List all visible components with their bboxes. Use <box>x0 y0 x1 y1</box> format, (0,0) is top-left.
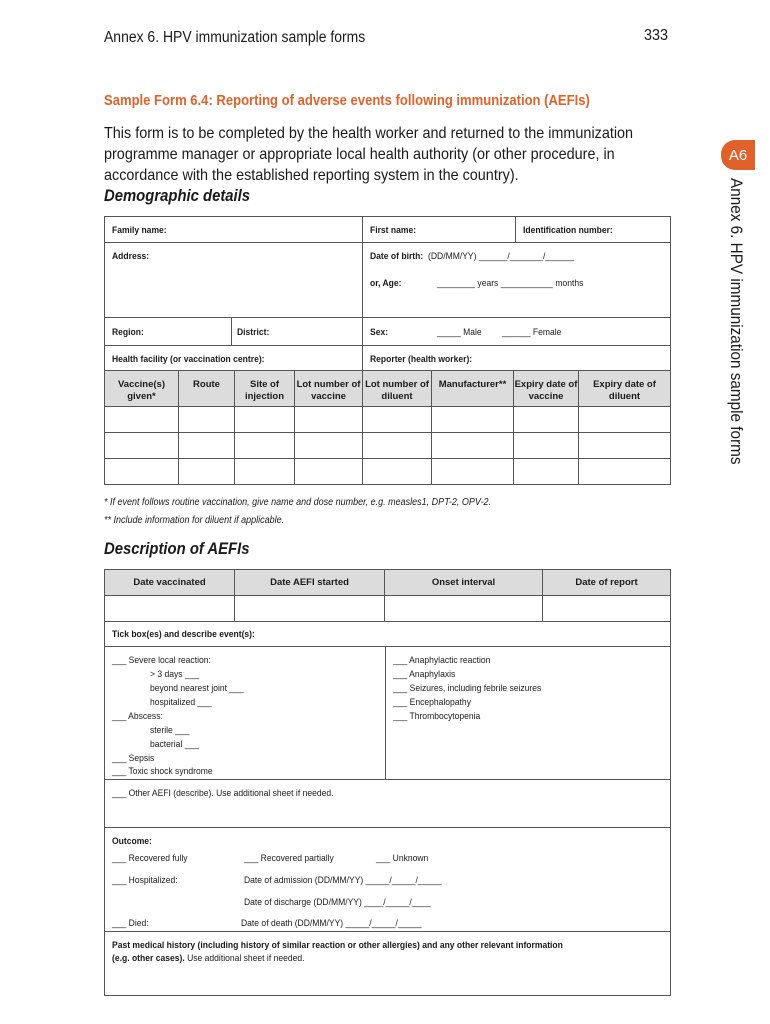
event-thrombocytopenia: ___ Thrombocytopenia <box>393 711 481 722</box>
footnote-1: * If event follows routine vaccination, give name and dose number, e.g. measles1, DPT-2, OPV-2. <box>104 497 492 508</box>
col-site-injection: Site of injection <box>244 379 285 402</box>
event-encephalopathy: ___ Encephalopathy <box>393 697 471 708</box>
outcome-admission-date: Date of admission (DD/MM/YY) _____/_____/_____ <box>244 875 442 886</box>
history-line2-bold: (e.g. other cases). <box>112 953 185 964</box>
event-anaphylaxis: ___ Anaphylaxis <box>393 669 456 680</box>
event-severe-local: ___ Severe local reaction: <box>112 655 211 666</box>
event-beyond-joint: beyond nearest joint ___ <box>150 683 244 694</box>
dob-format: (DD/MM/YY) ______/_______/______ <box>428 251 574 262</box>
aefi-heading: Description of AEFIs <box>104 540 250 558</box>
region-label: Region: <box>112 327 144 338</box>
event-sepsis: ___ Sepsis <box>112 753 155 764</box>
col-date-report: Date of report <box>575 577 638 588</box>
sex-female: ______ Female <box>502 327 562 338</box>
event-seizures: ___ Seizures, including febrile seizures <box>393 683 542 694</box>
sex-label: Sex: <box>370 327 389 338</box>
history-line2-rest: Use additional sheet if needed. <box>184 953 305 964</box>
col-date-vaccinated: Date vaccinated <box>133 577 206 588</box>
sex-male: _____ Male <box>437 327 482 338</box>
reporter-label: Reporter (health worker): <box>370 354 473 365</box>
age-label: or, Age: <box>370 278 402 289</box>
page-number: 333 <box>644 27 669 44</box>
age-value: ________ years ___________ months <box>437 278 584 289</box>
col-expiry-diluent: Expiry date of diluent <box>593 379 656 402</box>
col-lot-vaccine: Lot number of vaccine <box>296 379 361 402</box>
running-header-title: Annex 6. HPV immunization sample forms <box>104 29 366 46</box>
event-anaphylactic: ___ Anaphylactic reaction <box>393 655 491 666</box>
history-line2 <box>112 953 304 964</box>
event-3-days: > 3 days ___ <box>150 669 200 680</box>
col-manufacturer: Manufacturer** <box>438 379 507 390</box>
history-label: Past medical history (including history of similar reaction or other allergies) and any other relevant information <box>112 940 563 951</box>
outcome-hospitalized: ___ Hospitalized: <box>112 875 178 886</box>
outcome-died: ___ Died: <box>112 918 149 929</box>
district-label: District: <box>237 327 270 338</box>
event-other: ___ Other AEFI (describe). Use additional sheet if needed. <box>112 788 334 799</box>
outcome-recovered-fully: ___ Recovered fully <box>112 853 188 864</box>
event-abscess: ___ Abscess: <box>112 711 163 722</box>
health-facility-label: Health facility (or vaccination centre): <box>112 354 265 365</box>
outcome-label: Outcome: <box>112 836 152 847</box>
outcome-discharge-date: Date of discharge (DD/MM/YY) ____/_____/____ <box>244 897 431 908</box>
tick-box-label: Tick box(es) and describe event(s): <box>112 629 255 640</box>
demographic-heading: Demographic details <box>104 187 251 205</box>
annex-tab-badge: A6 <box>721 140 755 170</box>
col-date-aefi-started: Date AEFI started <box>270 577 349 588</box>
col-vaccine-given: Vaccine(s) given* <box>118 379 165 402</box>
annex-side-label: Annex 6. HPV immunization sample forms <box>727 178 746 465</box>
event-bacterial: bacterial ___ <box>150 739 199 750</box>
outcome-recovered-partially: ___ Recovered partially <box>244 853 334 864</box>
dob-label: Date of birth: <box>370 251 424 262</box>
id-number-label: Identification number: <box>523 225 613 236</box>
event-hospitalized-local: hospitalized ___ <box>150 697 212 708</box>
col-route: Route <box>193 379 220 390</box>
first-name-label: First name: <box>370 225 417 236</box>
footnote-2: ** Include information for diluent if applicable. <box>104 515 285 526</box>
event-toxic-shock: ___ Toxic shock syndrome <box>112 766 213 777</box>
intro-paragraph: This form is to be completed by the health worker and returned to the immunization programme manager or appropriate local health authority (or other procedure, in accordance with the established reporting system in the country). <box>104 125 634 184</box>
outcome-unknown: ___ Unknown <box>376 853 429 864</box>
event-sterile: sterile ___ <box>150 725 190 736</box>
outcome-death-date: Date of death (DD/MM/YY) _____/_____/_____ <box>241 918 422 929</box>
form-title: Sample Form 6.4: Reporting of adverse events following immunization (AEFIs) <box>104 93 590 109</box>
family-name-label: Family name: <box>112 225 167 236</box>
col-onset-interval: Onset interval <box>431 577 496 588</box>
address-label: Address: <box>112 251 150 262</box>
col-lot-diluent: Lot number of diluent <box>365 379 429 402</box>
col-expiry-vaccine: Expiry date of vaccine <box>514 379 578 402</box>
